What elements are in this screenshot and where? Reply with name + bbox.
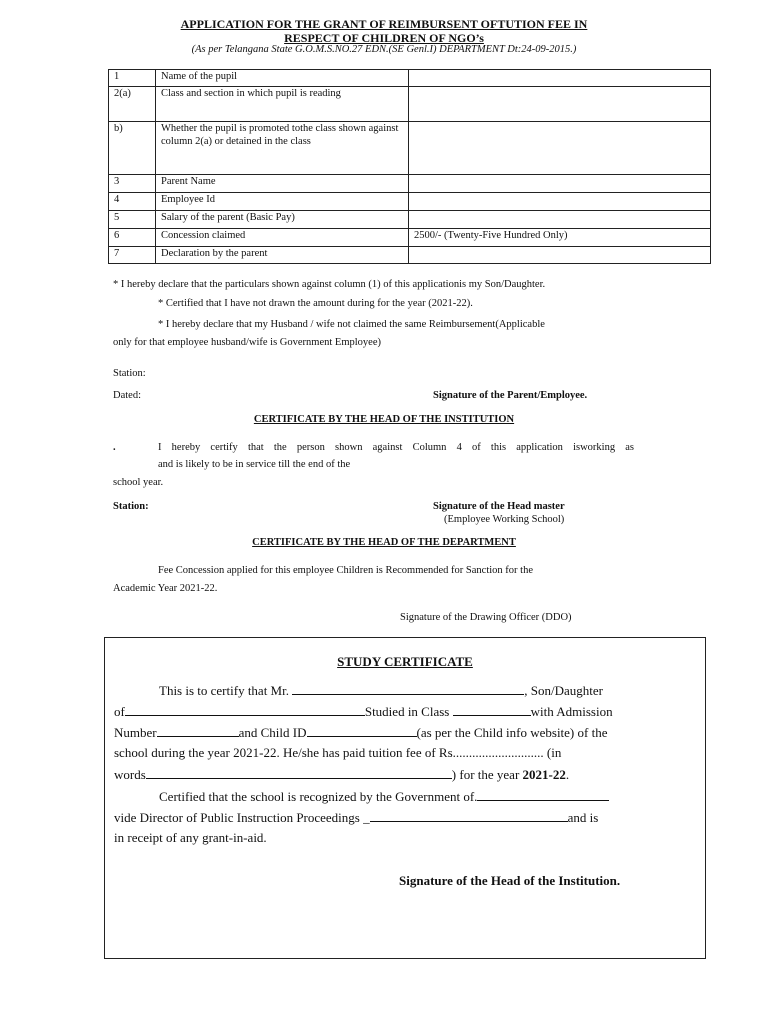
- study-line-1: [159, 682, 603, 699]
- proceedings-text: vide Director of Public Instruction Proceedings: [114, 810, 360, 825]
- bullet-mark: .: [113, 442, 116, 453]
- recognized-text: Certified that the school is recognized by the Government of.: [159, 789, 478, 804]
- row-value-field[interactable]: [409, 193, 711, 211]
- child-id-blank[interactable]: [307, 724, 417, 737]
- study-line-7: vide Director of Public Instruction Proceedings _ and is: [114, 810, 599, 825]
- form-title-line1: APPLICATION FOR THE GRANT OF REIMBURSENT OFTUTION FEE IN: [180, 17, 588, 31]
- for-year-text: ) for the year: [451, 767, 520, 782]
- row-number: 1: [109, 70, 156, 87]
- station-label: Station:: [113, 368, 146, 379]
- row-number: 4: [109, 193, 156, 211]
- table-row: [109, 229, 711, 247]
- table-row: [109, 175, 711, 193]
- child-id-text: and Child ID: [238, 725, 307, 740]
- row-value-field[interactable]: [409, 175, 711, 193]
- study-certificate-box: [104, 637, 706, 959]
- row-label: Class and section in which pupil is reading: [156, 87, 409, 122]
- institution-certificate-heading: CERTIFICATE BY THE HEAD OF THE INSTITUTION: [253, 414, 515, 425]
- declaration-line-1: * I hereby declare that the particulars shown against column (1) of this applicationis my Son/Daughter.: [113, 279, 546, 290]
- row-label: Parent Name: [156, 175, 409, 193]
- dated-label: Dated:: [113, 390, 141, 401]
- study-certificate-title: STUDY CERTIFICATE: [337, 654, 473, 669]
- row-number: 2(a): [109, 87, 156, 122]
- row-label: Concession claimed: [156, 229, 409, 247]
- admission-text: with Admission: [530, 704, 613, 719]
- son-daughter-text: , Son/Daughter: [524, 683, 603, 698]
- row-number: 3: [109, 175, 156, 193]
- table-row: [109, 193, 711, 211]
- row-value-field[interactable]: [409, 211, 711, 229]
- table-row: [109, 211, 711, 229]
- table-row: [109, 122, 711, 175]
- study-line-8: in receipt of any grant-in-aid.: [114, 830, 267, 845]
- words-text: words: [114, 767, 146, 782]
- ddo-signature-label: Signature of the Drawing Officer (DDO): [400, 612, 572, 623]
- row-label: Whether the pupil is promoted tothe class shown against column 2(a) or detained in the class: [156, 122, 409, 175]
- form-subtitle: (As per Telangana State G.O.M.S.NO.27 EDN.(SE Genl.I) DEPARTMENT Dt:24-09-2015.): [191, 44, 577, 55]
- study-line-4: school during the year 2021-22. He/she has paid tuition fee of Rs............................ (in: [114, 745, 562, 760]
- parent-name-blank[interactable]: [125, 703, 365, 716]
- period-text: .: [565, 767, 570, 782]
- study-line-3: [114, 724, 607, 741]
- row-label: Name of the pupil: [156, 70, 409, 87]
- study-line-6: [159, 788, 609, 805]
- of-text: of: [114, 704, 125, 719]
- row-label: Declaration by the parent: [156, 247, 409, 264]
- study-line-5: [114, 766, 569, 783]
- row-number: b): [109, 122, 156, 175]
- row-value-field[interactable]: [409, 247, 711, 264]
- row-number: 6: [109, 229, 156, 247]
- department-line-2: Academic Year 2021-22.: [113, 583, 218, 594]
- parent-signature-label: Signature of the Parent/Employee.: [433, 390, 588, 401]
- table-row: [109, 247, 711, 264]
- institution-certify-line-2: and is likely to be in service till the end of the: [158, 459, 351, 470]
- child-info-text: (as per the Child info website) of the: [416, 725, 608, 740]
- form-title-line2: RESPECT OF CHILDREN OF NGO’s: [284, 31, 484, 45]
- head-institution-signature-label: Signature of the Head of the Institution.: [399, 873, 621, 888]
- row-label: Employee Id: [156, 193, 409, 211]
- row-value-field[interactable]: 2500/- (Twenty-Five Hundred Only): [409, 229, 711, 247]
- certify-text: This is to certify that Mr.: [159, 683, 289, 698]
- headmaster-signature-sub: (Employee Working School): [444, 514, 565, 525]
- headmaster-signature-label: Signature of the Head master: [433, 501, 565, 512]
- year-text: 2021-22: [522, 767, 566, 782]
- and-is-text: and is: [567, 810, 599, 825]
- row-value-field[interactable]: [409, 122, 711, 175]
- row-number: 5: [109, 211, 156, 229]
- proceedings-blank[interactable]: [370, 809, 568, 822]
- row-label: Salary of the parent (Basic Pay): [156, 211, 409, 229]
- study-line-2: [114, 703, 613, 720]
- number-text: Number: [114, 725, 157, 740]
- amount-words-blank[interactable]: [146, 766, 452, 779]
- declaration-line-2: * Certified that I have not drawn the amount during for the year (2021-22).: [158, 298, 473, 309]
- row-number: 7: [109, 247, 156, 264]
- studied-text: Studied in Class: [364, 704, 450, 719]
- institution-certify-line-1: I hereby certify that the person shown against Column 4 of this application isworking as: [158, 442, 634, 453]
- department-line-1: Fee Concession applied for this employee Children is Recommended for Sanction for the: [158, 565, 533, 576]
- declaration-line-3b: only for that employee husband/wife is Government Employee): [113, 337, 381, 348]
- student-name-blank[interactable]: [292, 682, 524, 695]
- row-value-field[interactable]: [409, 87, 711, 122]
- table-row: [109, 87, 711, 122]
- admission-number-blank[interactable]: [157, 724, 239, 737]
- institution-certify-line-3: school year.: [113, 477, 164, 488]
- row-value-field[interactable]: [409, 70, 711, 87]
- department-certificate-heading: CERTIFICATE BY THE HEAD OF THE DEPARTMENT: [252, 537, 516, 548]
- institution-station-label: Station:: [113, 501, 149, 512]
- table-row: [109, 70, 711, 87]
- government-blank[interactable]: [477, 788, 609, 801]
- details-table: [108, 69, 711, 264]
- declaration-line-3a: * I hereby declare that my Husband / wife not claimed the same Reimbursement(Applicable: [158, 319, 545, 330]
- class-blank[interactable]: [453, 703, 531, 716]
